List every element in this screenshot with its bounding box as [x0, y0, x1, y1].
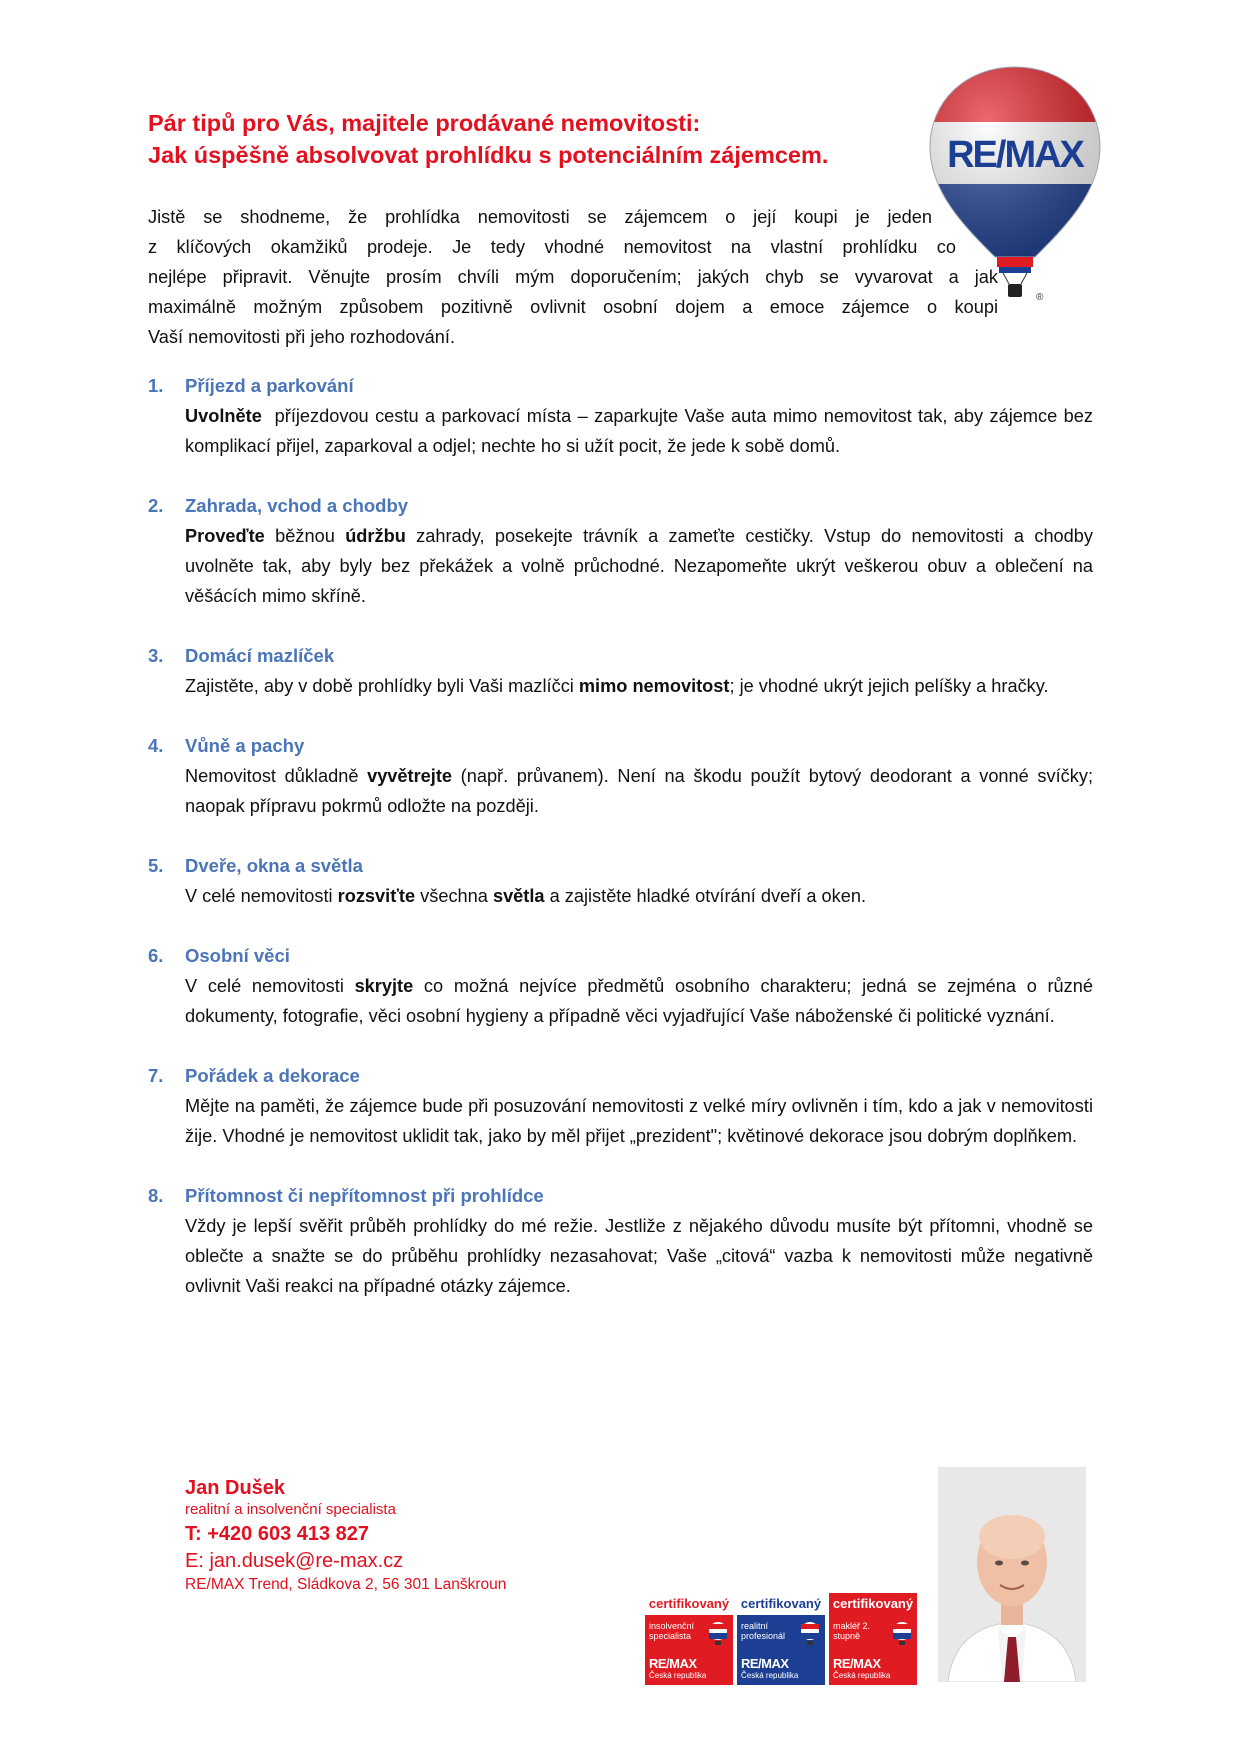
- mini-balloon-icon: [707, 1621, 729, 1647]
- tip-text: V celé nemovitosti: [185, 976, 355, 996]
- badge-title: certifikovaný: [737, 1593, 825, 1615]
- tip-text: V celé nemovitosti: [185, 886, 338, 906]
- badge-brand: RE/MAX: [649, 1656, 697, 1671]
- certification-badge: [829, 1593, 917, 1685]
- tip-body: [185, 401, 1099, 461]
- tip-number: 6.: [148, 945, 164, 966]
- badge-sub: Česká republika: [649, 1671, 707, 1680]
- tip-heading: [148, 941, 1093, 971]
- tip-body: [185, 1211, 1099, 1301]
- tip-heading-text: Domácí mazlíček: [185, 645, 335, 666]
- badge-body: [645, 1615, 733, 1685]
- tip-body: [185, 521, 1099, 611]
- tip-text: příjezdovou cestu a parkovací místa – zaparkujte Vaše auta mimo nemovitost tak, aby zájemce bez komplikací přijel, zaparkoval a odjel; nechte ho si užít pocit, že jede k sobě domů.: [185, 406, 1099, 456]
- tip-emphasis: rozsviťte: [337, 886, 416, 906]
- tip-heading: [148, 641, 1093, 671]
- tip-item: [148, 371, 1099, 461]
- tip-text: Nemovitost důkladně: [185, 766, 368, 786]
- page-title: [148, 107, 928, 171]
- tip-heading-text: Příjezd a parkování: [185, 375, 354, 396]
- tip-text: běžnou: [264, 526, 346, 546]
- certification-badge: [737, 1593, 825, 1685]
- tip-text: všechna: [415, 886, 493, 906]
- tip-emphasis: skryjte: [354, 976, 414, 996]
- certification-badge: [645, 1593, 733, 1685]
- agent-email-link[interactable]: E: jan.dusek@re-max.cz: [185, 1550, 404, 1572]
- tip-text: Mějte na paměti, že zájemce bude při posuzování nemovitosti z velké míry ovlivněn i tím, kdo a jak v nemovitosti žije. Vhodné je nemovitost uklidit tak, jako by měl přijet „prezident"; květinové dekorace jsou dobrým doplňkem.: [185, 1096, 1099, 1146]
- tip-text: Zajistěte, aby v době prohlídky byli Vaši mazlíčci: [185, 676, 579, 696]
- badge-label: realitní profesionál: [741, 1621, 786, 1641]
- intro-paragraph: [148, 202, 998, 352]
- intro-line-2: z klíčových okamžiků prodeje. Je tedy vhodné nemovitost na vlastní prohlídku co: [148, 237, 956, 257]
- tip-heading: [148, 1061, 1093, 1091]
- badge-body: [829, 1615, 917, 1685]
- logo-brand: RE/MAX: [947, 134, 1083, 176]
- intro-line-5: Vaší nemovitosti při jeho rozhodování.: [148, 327, 455, 347]
- tip-heading-text: Osobní věci: [185, 945, 290, 966]
- badge-sub: Česká republika: [741, 1671, 799, 1680]
- tip-item: [148, 1061, 1099, 1151]
- tip-item: [148, 641, 1093, 701]
- intro-line-4: maximálně možným způsobem pozitivně ovlivnit osobní dojem a emoce zájemce o koupi: [148, 297, 998, 317]
- tip-text: ; je vhodné ukrýt jejich pelíšky a hračky.: [729, 676, 1049, 696]
- tip-emphasis: údržbu: [345, 526, 406, 546]
- tip-heading: [148, 491, 1093, 521]
- tip-heading: [148, 371, 1093, 401]
- badge-title: certifikovaný: [645, 1593, 733, 1615]
- badge-label: makléř 2. stupně: [833, 1621, 871, 1641]
- tip-text: a zajistěte hladké otvírání dveří a oken.: [544, 886, 867, 906]
- tip-heading-text: Dveře, okna a světla: [185, 855, 363, 876]
- tip-item: [148, 731, 1099, 821]
- tip-number: 2.: [148, 495, 164, 516]
- agent-address: RE/MAX Trend, Sládkova 2, 56 301 Lanškroun: [185, 1576, 507, 1593]
- tip-heading-text: Přítomnost či nepřítomnost při prohlídce: [185, 1185, 544, 1206]
- tip-item: [148, 941, 1099, 1031]
- mini-balloon-icon: [891, 1621, 913, 1647]
- tip-emphasis: Proveďte: [185, 526, 265, 546]
- tip-emphasis: Uvolněte: [185, 406, 262, 426]
- tips-list: [148, 371, 1099, 1331]
- mini-balloon-icon: [799, 1621, 821, 1647]
- tip-item: [148, 1181, 1099, 1301]
- tip-text: co možná nejvíce předmětů osobního charakteru; jedná se zejména o různé dokumenty, fotografie, věci osobní hygieny a případně věci vyjadřující Vaše náboženské či politické vyznání.: [185, 976, 1099, 1026]
- tip-heading-text: Vůně a pachy: [185, 735, 305, 756]
- tip-number: 8.: [148, 1185, 164, 1206]
- intro-line-3: nejlépe připravit. Věnujte prosím chvíli mým doporučením; jakých chyb se vyvarovat a jak: [148, 267, 998, 287]
- agent-name: Jan Dušek: [185, 1477, 286, 1499]
- tip-number: 3.: [148, 645, 164, 666]
- person-photo-icon: [938, 1467, 1086, 1682]
- tip-number: 7.: [148, 1065, 164, 1086]
- tip-text: (např. průvanem). Není na škodu použít bytový deodorant a vonné svíčky; naopak přípravu pokrmů odložte na později.: [185, 766, 1099, 816]
- tip-number: 1.: [148, 375, 164, 396]
- badge-brand: RE/MAX: [833, 1656, 881, 1671]
- tip-body: [185, 971, 1099, 1031]
- tip-heading: [148, 731, 1093, 761]
- intro-line-1: Jistě se shodneme, že prohlídka nemovitosti se zájemcem o její koupi je jeden: [148, 207, 932, 227]
- tip-emphasis: světla: [492, 886, 545, 906]
- tip-heading: [148, 851, 1093, 881]
- tip-number: 4.: [148, 735, 164, 756]
- badge-label: insolvenční specialista: [649, 1621, 695, 1641]
- title-line-2: Jak úspěšně absolvovat prohlídku s potenciálním zájemcem.: [148, 142, 829, 168]
- tip-emphasis: vyvětrejte: [367, 766, 453, 786]
- tip-heading-text: Zahrada, vchod a chodby: [185, 495, 409, 516]
- badge-sub: Česká republika: [833, 1671, 891, 1680]
- tip-text: Vždy je lepší svěřit průběh prohlídky do mé režie. Jestliže z nějakého důvodu musíte být přítomni, vhodně se oblečte a snažte se do průběhu prohlídky nezasahovat; Vaše „citová“ vazba k nemovitosti může negativně ovlivnit Vaši reakci na případné otázky zájemce.: [185, 1216, 1099, 1296]
- agent-role: realitní a insolvenční specialista: [185, 1501, 396, 1518]
- tip-body: [185, 1091, 1099, 1151]
- tip-body: [185, 881, 1093, 911]
- tip-number: 5.: [148, 855, 164, 876]
- badge-title: certifikovaný: [829, 1593, 917, 1615]
- tip-emphasis: mimo nemovitost: [578, 676, 730, 696]
- badge-brand: RE/MAX: [741, 1656, 789, 1671]
- tip-item: [148, 851, 1093, 911]
- badge-body: [737, 1615, 825, 1685]
- agent-phone: T: +420 603 413 827: [185, 1523, 370, 1545]
- tip-item: [148, 491, 1099, 611]
- logo-registered: ®: [1036, 292, 1044, 303]
- tip-heading-text: Pořádek a dekorace: [185, 1065, 360, 1086]
- agent-photo: [938, 1467, 1086, 1682]
- tip-text: zahrady, posekejte trávník a zameťte cestičky. Vstup do nemovitosti a chodby uvolněte tak, aby byly bez překážek a volně průchodné. Nezapomeňte ukrýt veškerou obuv a oblečení na věšácích mimo skříně.: [185, 526, 1099, 606]
- tip-body: [185, 671, 1093, 701]
- certification-badges: [645, 1593, 921, 1685]
- title-line-1: Pár tipů pro Vás, majitele prodávané nemovitosti:: [148, 110, 701, 136]
- tip-heading: [148, 1181, 1093, 1211]
- tip-body: [185, 761, 1099, 821]
